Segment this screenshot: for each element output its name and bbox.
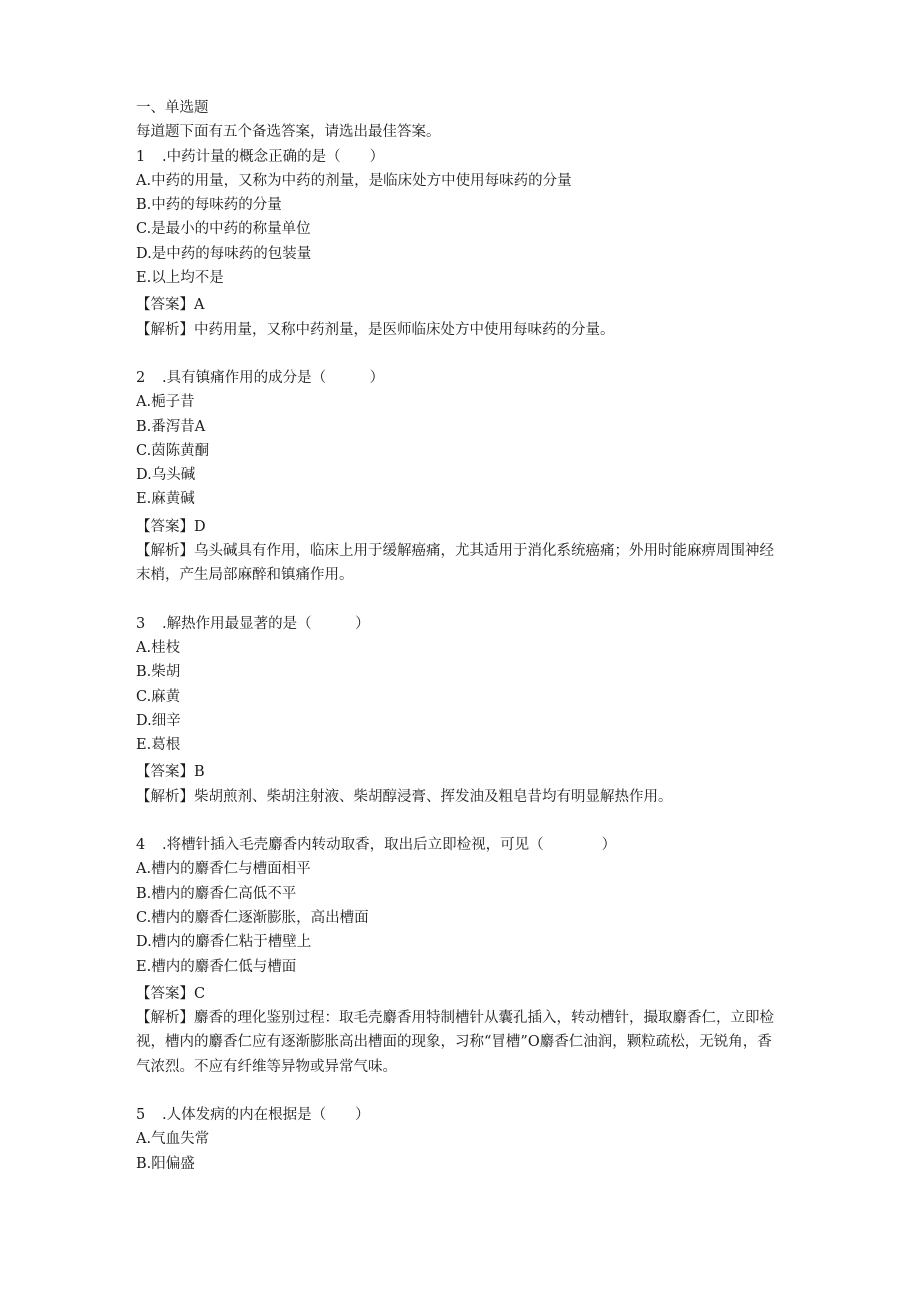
option-c: C.麻黄: [136, 688, 181, 705]
analysis: 【解析】中药用量，又称中药剂量，是医师临床处方中使用每味药的分量。: [136, 321, 615, 338]
question-stem: [136, 1103, 786, 1127]
answer: 【答案】B: [136, 764, 205, 781]
question-text: .解热作用最显著的是（ ）: [162, 615, 370, 632]
question-stem: [136, 833, 786, 857]
answer: 【答案】D: [136, 518, 206, 535]
document-page: [136, 96, 786, 1176]
option-d: D.是中药的每味药的包装量: [136, 245, 312, 262]
question-2: [136, 366, 786, 588]
option-c: C.茵陈黄酮: [136, 442, 210, 459]
option-e: E.麻黄碱: [136, 491, 195, 508]
option-a: A.桂枝: [136, 639, 181, 656]
option-b: B.槽内的麝香仁高低不平: [136, 885, 297, 902]
question-number: 2: [136, 369, 146, 386]
analysis: 【解析】柴胡煎剂、柴胡注射液、柴胡醇浸膏、挥发油及粗皂昔均有明显解热作用。: [136, 788, 673, 805]
question-3: [136, 612, 786, 809]
question-number: 4: [136, 837, 146, 854]
option-e: E.以上均不是: [136, 270, 224, 287]
section-title: 一、单选题: [136, 100, 209, 116]
option-b: B.中药的每味药的分量: [136, 197, 282, 214]
option-c: C.槽内的麝香仁逐渐膨胀，高出槽面: [136, 909, 369, 926]
option-d: D.槽内的麝香仁粘于槽壁上: [136, 934, 312, 951]
question-text: .具有镇痛作用的成分是（ ）: [162, 369, 385, 386]
option-b: B.柴胡: [136, 664, 181, 681]
question-stem: [136, 612, 786, 636]
answer: 【答案】A: [136, 297, 205, 314]
option-d: D.乌头碱: [136, 467, 196, 484]
option-a: A.梔子昔: [136, 394, 195, 411]
option-a: A.气血失常: [136, 1131, 210, 1148]
option-b: B.番泻昔A: [136, 418, 206, 435]
option-d: D.细辛: [136, 712, 181, 729]
analysis: 【解析】麝香的理化鉴别过程：取毛壳麝香用特制槽针从囊孔插入，转动槽针，撮取麝香仁，立即检视，槽内的麝香仁应有逐渐膨胀高出槽面的现象，习称“冒槽”O麝香仁油润，颗粒疏松，无锐角，香气浓烈。不应有纤维等异物或异常气味。: [136, 1010, 774, 1075]
question-5: [136, 1103, 786, 1176]
question-text: .人体发病的内在根据是（ ）: [162, 1106, 370, 1123]
analysis: 【解析】乌头碱具有作用，临床上用于缓解癌痛，尤其适用于消化系统癌痛；外用时能麻痹周围神经末梢，产生局部麻醉和镇痛作用。: [136, 543, 774, 584]
question-number: 5: [136, 1106, 146, 1123]
question-text: .中药计量的概念正确的是（ ）: [162, 148, 385, 165]
option-a: A.中药的用量，又称为中药的剂量，是临床处方中使用每味药的分量: [136, 172, 572, 189]
option-b: B.阳偏盛: [136, 1155, 195, 1172]
question-4: [136, 833, 786, 1079]
option-a: A.槽内的麝香仁与槽面相平: [136, 861, 311, 878]
question-number: 3: [136, 615, 146, 632]
instructions: 每道题下面有五个备选答案，请选出最佳答案。: [136, 124, 441, 141]
option-e: E.槽内的麝香仁低与槽面: [136, 958, 297, 975]
question-stem: [136, 366, 786, 390]
option-e: E.葛根: [136, 737, 181, 754]
question-number: 1: [136, 148, 146, 165]
question-text: .将槽针插入毛壳麝香内转动取香，取出后立即检视，可见（ ）: [162, 837, 617, 854]
option-c: C.是最小的中药的称量单位: [136, 221, 311, 238]
question-1: [136, 145, 786, 342]
answer: 【答案】C: [136, 985, 206, 1002]
question-stem: [136, 145, 786, 169]
